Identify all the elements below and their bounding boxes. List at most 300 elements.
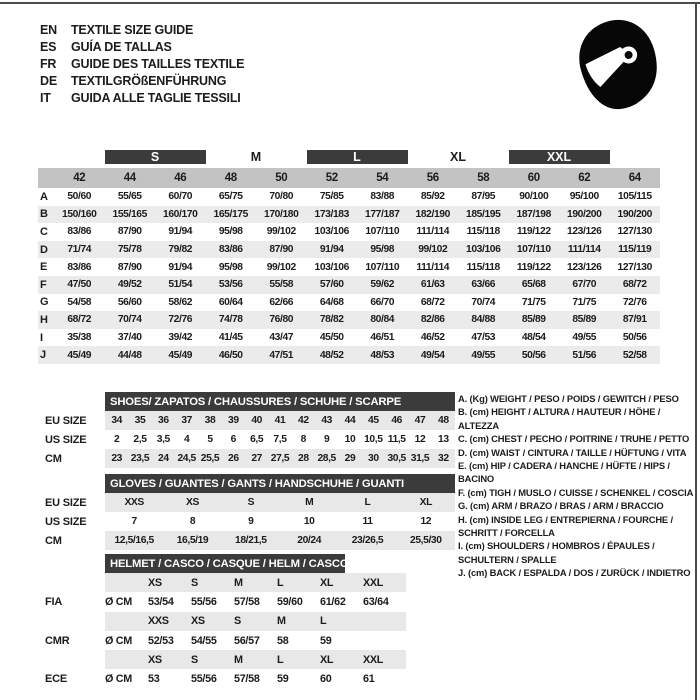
size-value: 47: [414, 415, 426, 426]
helmet-size-value: 57/58: [234, 595, 260, 608]
helmet-size-label: XS: [191, 615, 205, 628]
legend-item: G. (cm) ARM / BRAZO / BRAS / ARM / BRACCIO: [458, 500, 664, 512]
helmet-size-value: 58: [277, 634, 289, 647]
size-value: 30,5: [387, 453, 406, 464]
size-value: 37/40: [117, 332, 142, 344]
size-value: 4: [184, 434, 190, 445]
measurement-row-d: [38, 241, 660, 259]
size-value: 41/45: [218, 332, 243, 344]
size-value: 3,5: [156, 434, 170, 445]
language-code: ES: [40, 39, 57, 54]
row-values: [105, 512, 455, 531]
size-value: 75/78: [117, 244, 142, 256]
size-value: 46/50: [218, 349, 243, 361]
size-header: 56: [426, 172, 439, 184]
helmet-size-label: L: [277, 576, 284, 589]
helmet-size-value: 55/56: [191, 673, 217, 686]
size-value: 27,5: [270, 453, 290, 464]
size-value: 45/50: [319, 332, 344, 344]
size-header: 48: [224, 172, 237, 184]
row-values: [105, 493, 455, 512]
size-value: 28,5: [317, 453, 336, 464]
size-value: 87/95: [471, 191, 496, 203]
size-value: 8: [300, 434, 306, 445]
size-value: 50/60: [67, 191, 92, 203]
size-value: 65/75: [218, 191, 243, 203]
diameter-unit: Ø CM: [105, 634, 132, 647]
row-label: US SIZE: [45, 515, 87, 528]
helmet-sizes-band: [105, 573, 406, 592]
size-value: 111/114: [416, 226, 450, 238]
size-value: 190/200: [567, 208, 602, 220]
size-header: 52: [325, 172, 338, 184]
size-value: 85/89: [572, 314, 597, 326]
helmet-size-label: L: [277, 653, 284, 666]
size-value: 123/126: [567, 261, 602, 273]
size-value: 6,5: [250, 434, 264, 445]
size-value: 66/70: [370, 296, 395, 308]
row-spacer: [45, 650, 105, 669]
helmet-sizes-band: [105, 650, 406, 669]
size-value: 95/98: [218, 261, 243, 273]
size-value: 127/130: [617, 226, 652, 238]
section-row: [45, 512, 455, 531]
helmet-size-value: 59/60: [277, 595, 303, 608]
language-title-list: [40, 21, 244, 107]
size-value: 52/58: [622, 349, 647, 361]
language-row: [40, 55, 244, 72]
numeric-sizes-row: [38, 168, 660, 188]
gloves-rows: [45, 493, 455, 550]
size-value: 51/54: [168, 279, 193, 291]
size-value: 107/110: [365, 226, 400, 238]
size-value: 45/49: [67, 349, 92, 361]
size-value: 23: [111, 453, 122, 464]
size-value: 68/72: [420, 296, 445, 308]
helmet-size-label: S: [234, 615, 241, 628]
language-code: EN: [40, 22, 57, 37]
size-value: 51/56: [572, 349, 597, 361]
helmet-section-title: HELMET / CASCO / CASQUE / HELM / CASCO: [105, 554, 345, 573]
shoes-section: [45, 392, 455, 468]
size-value: 48: [438, 415, 449, 426]
size-header: 62: [578, 172, 591, 184]
size-value: 71/75: [521, 296, 546, 308]
measurements-legend: [458, 392, 696, 580]
size-value: 76/80: [269, 314, 294, 326]
right-border-line: [695, 2, 697, 700]
size-value: 71/74: [67, 244, 92, 256]
language-code: FR: [40, 56, 57, 71]
size-value: 78/82: [319, 314, 344, 326]
size-value: 43: [321, 415, 332, 426]
size-value: 20/24: [297, 535, 322, 546]
helmet-size-value: 52/53: [148, 634, 174, 647]
language-title: TEXTILGRÖßENFÜHRUNG: [71, 74, 227, 89]
size-value: 99/102: [266, 261, 296, 273]
size-header: 64: [628, 172, 641, 184]
row-spacer: [45, 612, 105, 631]
helmet-size-label: XL: [320, 653, 334, 666]
helmet-size-label: XS: [148, 653, 162, 666]
size-value: 70/80: [269, 191, 294, 203]
size-value: 48/53: [370, 349, 395, 361]
size-value: 71/75: [572, 296, 597, 308]
size-value: 170/180: [264, 208, 299, 220]
size-value: 99/102: [266, 226, 296, 238]
size-value: 115/118: [466, 226, 500, 238]
section-row: [45, 531, 455, 550]
size-value: 85/92: [420, 191, 445, 203]
size-value: 11,5: [387, 434, 406, 445]
size-value: 95/98: [218, 226, 243, 238]
size-value: 68/72: [67, 314, 92, 326]
row-label: EU SIZE: [45, 414, 87, 427]
row-label: J: [40, 349, 47, 362]
size-value: 90/100: [519, 191, 549, 203]
size-value: 60/70: [168, 191, 193, 203]
size-value: 13: [438, 434, 449, 445]
size-value: 83/86: [67, 261, 92, 273]
size-value: 9: [324, 434, 330, 445]
size-value: 7,5: [273, 434, 287, 445]
size-value: 45/49: [168, 349, 193, 361]
size-value: 10,5: [364, 434, 383, 445]
helmet-size-value: 61/62: [320, 595, 346, 608]
measurement-row-h: [38, 311, 660, 329]
size-value: 46/51: [370, 332, 395, 344]
textile-size-table: [38, 147, 660, 364]
size-header: 58: [477, 172, 490, 184]
legend-item: J. (cm) BACK / ESPALDA / DOS / ZURÜCK / INDIETRO: [458, 567, 691, 579]
size-value: 46/52: [420, 332, 445, 344]
measurement-row-j: [38, 346, 660, 364]
language-row: [40, 90, 244, 107]
row-label: CM: [45, 452, 62, 465]
row-label: A: [40, 190, 48, 203]
legend-item: B. (cm) HEIGHT / ALTURA / HAUTEUR / HÖHE / ALTEZZA: [458, 406, 661, 431]
size-header: 50: [275, 172, 288, 184]
section-row: [45, 411, 455, 430]
legend-item: A. (Kg) WEIGHT / PESO / POIDS / GEWITCH / PESO: [458, 393, 679, 404]
row-label: EU SIZE: [45, 496, 87, 509]
helmet-size-label: S: [191, 576, 198, 589]
size-value: 182/190: [415, 208, 450, 220]
row-label: I: [40, 331, 44, 344]
helmet-size-value: 57/58: [234, 673, 260, 686]
size-value: 63/66: [471, 279, 496, 291]
helmet-size-value: 59: [277, 673, 289, 686]
size-value: 57/60: [319, 279, 344, 291]
size-value: 29: [344, 453, 356, 464]
size-value: 87/91: [622, 314, 647, 326]
size-value: 58/62: [168, 296, 193, 308]
size-value: 49/55: [572, 332, 597, 344]
size-value: 30: [368, 453, 379, 464]
size-value: 9: [248, 516, 254, 527]
size-value: 62/66: [269, 296, 294, 308]
size-value: 12,5/16,5: [114, 535, 154, 546]
row-values: [105, 430, 455, 449]
size-value: 74/78: [218, 314, 243, 326]
size-value: 6: [230, 434, 236, 445]
size-value: L: [364, 497, 371, 508]
size-value: 72/76: [622, 296, 647, 308]
section-row: [45, 430, 455, 449]
size-value: 87/90: [117, 226, 142, 238]
size-value: 26: [228, 453, 239, 464]
size-value: 85/89: [521, 314, 546, 326]
size-value: 103/106: [314, 261, 349, 273]
language-title: GUIDE DES TAILLES TEXTILE: [71, 56, 245, 71]
size-value: 60/64: [218, 296, 243, 308]
row-label: G: [40, 296, 49, 309]
size-value: 56/60: [117, 296, 142, 308]
language-code: DE: [40, 74, 57, 89]
size-group-xxl: XXL: [509, 150, 610, 164]
size-value: 103/106: [314, 226, 349, 238]
section-row: [45, 449, 455, 468]
size-value: 165/175: [213, 208, 248, 220]
size-value: 41: [274, 415, 286, 426]
size-value: 18/21,5: [235, 535, 267, 546]
size-value: XS: [186, 497, 199, 508]
size-value: 111/114: [567, 244, 601, 256]
size-value: 103/106: [466, 244, 501, 256]
size-value: 28: [298, 453, 309, 464]
size-header: 54: [376, 172, 389, 184]
size-value: 35: [134, 415, 146, 426]
size-value: 190/200: [617, 208, 652, 220]
size-value: 25,5/30: [410, 535, 442, 546]
row-label: F: [40, 278, 47, 291]
size-value: 40: [251, 415, 262, 426]
size-value: 49/55: [471, 349, 496, 361]
size-value: 7: [131, 516, 137, 527]
size-value: 55/65: [117, 191, 142, 203]
size-value: 187/198: [516, 208, 551, 220]
size-value: 10: [344, 434, 356, 445]
size-value: 34: [111, 415, 122, 426]
size-value: 49/54: [420, 349, 445, 361]
legend-item: F. (cm) TIGH / MUSLO / CUISSE / SCHENKEL / COSCIA: [458, 486, 694, 498]
size-value: 75/85: [319, 191, 344, 203]
size-value: 46: [391, 415, 402, 426]
size-value: 83/86: [67, 226, 92, 238]
helmet-size-value: 53: [148, 673, 160, 686]
language-row: [40, 38, 244, 55]
language-row: [40, 21, 244, 38]
size-value: 35/38: [67, 332, 92, 344]
size-value: 111/114: [416, 261, 450, 273]
row-values: [105, 411, 455, 430]
size-value: 24,5: [177, 453, 196, 464]
helmet-value-row: [45, 592, 406, 611]
section-row: [45, 493, 455, 512]
size-value: 91/94: [168, 226, 193, 238]
size-value: 185/195: [466, 208, 501, 220]
measurement-row-c: [38, 223, 660, 241]
size-value: 87/90: [117, 261, 142, 273]
helmet-values-band: [105, 669, 406, 688]
size-value: 107/110: [516, 244, 551, 256]
language-code: IT: [40, 91, 51, 106]
size-value: 44: [344, 415, 356, 426]
helmet-size-label: S: [191, 653, 198, 666]
language-title: GUIDA ALLE TAGLIE TESSILI: [71, 91, 241, 106]
helmet-size-row: [45, 612, 406, 631]
size-value: 36: [158, 415, 169, 426]
helmet-sizes-band: [105, 612, 406, 631]
size-value: 2,5: [133, 434, 147, 445]
helmet-size-value: 63/64: [363, 595, 389, 608]
helmet-size-row: [45, 573, 406, 592]
row-label: D: [40, 243, 48, 256]
legend-item: C. (cm) CHEST / PECHO / POITRINE / TRUHE / PETTO: [458, 433, 690, 445]
measurement-row-g: [38, 294, 660, 312]
size-group-row: [38, 147, 660, 167]
helmet-size-value: 60: [320, 673, 332, 686]
helmet-values-band: [105, 631, 406, 650]
size-group-xl: XL: [450, 150, 466, 164]
language-title: GUÍA DE TALLAS: [71, 39, 172, 54]
size-group-s: S: [105, 150, 206, 164]
shoes-section-title: SHOES/ ZAPATOS / CHAUSSURES / SCHUHE / SCARPE: [105, 392, 455, 411]
size-value: 47/53: [471, 332, 496, 344]
language-row: [40, 73, 244, 90]
size-value: 82/86: [420, 314, 445, 326]
helmet-size-row: [45, 650, 406, 669]
size-header: 46: [174, 172, 187, 184]
size-value: 115/119: [618, 244, 652, 256]
size-value: 25,5: [200, 453, 220, 464]
size-value: 12: [414, 434, 426, 445]
helmet-size-value: 61: [363, 673, 375, 686]
size-value: XXS: [124, 497, 144, 508]
row-label: CM: [45, 534, 62, 547]
size-value: 48/52: [319, 349, 344, 361]
helmet-rows: [45, 573, 406, 689]
helmet-section: [45, 554, 406, 689]
size-value: 95/98: [370, 244, 395, 256]
helmet-size-label: XXL: [363, 653, 384, 666]
row-spacer: [45, 573, 105, 592]
size-value: 39/42: [168, 332, 193, 344]
size-value: 42: [298, 415, 309, 426]
helmet-size-value: 56/57: [234, 634, 260, 647]
helmet-value-row: [45, 631, 406, 650]
legend-item: D. (cm) WAIST / CINTURA / TAILLE / HÜFTUNG / VITA: [458, 446, 687, 458]
size-value: 150/160: [62, 208, 97, 220]
size-value: 32: [438, 453, 449, 464]
size-value: 5: [207, 434, 213, 445]
helmet-size-label: M: [277, 615, 286, 628]
size-value: 23/26,5: [351, 535, 384, 546]
helmet-icon: [572, 13, 666, 117]
legend-item: I. (cm) SHOULDERS / HOMBROS / ÉPAULES / SCHULTERN / SPALLE: [458, 540, 655, 565]
helmet-value-row: [45, 669, 406, 688]
size-value: 31,5: [410, 453, 430, 464]
size-value: 8: [189, 516, 196, 527]
row-label: US SIZE: [45, 433, 87, 446]
size-group-l: L: [307, 150, 408, 164]
helmet-size-label: XXS: [148, 615, 169, 628]
size-header: 44: [123, 172, 136, 184]
size-value: 70/74: [471, 296, 496, 308]
size-value: 87/90: [269, 244, 294, 256]
size-value: 115/118: [466, 261, 500, 273]
size-value: 24: [158, 453, 169, 464]
measurement-row-i: [38, 329, 660, 347]
helmet-size-label: L: [320, 615, 327, 628]
size-value: 39: [228, 415, 239, 426]
row-label: B: [40, 208, 48, 221]
size-value: 95/100: [569, 191, 599, 203]
language-title: TEXTILE SIZE GUIDE: [71, 22, 194, 37]
shoes-rows: [45, 411, 455, 468]
size-value: 11: [362, 516, 373, 527]
size-value: 10: [303, 516, 315, 527]
size-value: 91/94: [319, 244, 344, 256]
size-value: 47/51: [269, 349, 294, 361]
size-value: S: [247, 497, 255, 508]
standard-name: FIA: [45, 595, 63, 608]
helmet-size-label: M: [234, 576, 243, 589]
gloves-section-title: GLOVES / GUANTES / GANTS / HANDSCHUHE / GUANTI: [105, 474, 455, 493]
size-value: 59/62: [370, 279, 395, 291]
size-value: 123/126: [567, 226, 602, 238]
size-value: 16,5/19: [176, 535, 209, 546]
size-value: 70/74: [117, 314, 142, 326]
size-value: 65/68: [521, 279, 546, 291]
helmet-size-label: XL: [320, 576, 334, 589]
size-value: 50/56: [521, 349, 546, 361]
size-value: 91/94: [168, 261, 193, 273]
size-value: 55/58: [269, 279, 294, 291]
row-values: [105, 531, 455, 550]
size-value: 27: [251, 453, 262, 464]
size-value: 48/54: [521, 332, 546, 344]
standard-name: CMR: [45, 634, 70, 647]
helmet-size-value: 53/54: [148, 595, 174, 608]
helmet-size-label: XXL: [363, 576, 384, 589]
diameter-unit: Ø CM: [105, 595, 132, 608]
legend-item: E. (cm) HIP / CADERA / HANCHE / HÜFTE / HIPS / BACINO: [458, 460, 670, 485]
size-value: 38: [204, 415, 216, 426]
size-value: 12: [420, 516, 432, 527]
size-value: 54/58: [67, 296, 92, 308]
size-value: 67/70: [572, 279, 597, 291]
size-value: 37: [181, 415, 192, 426]
size-value: 107/110: [365, 261, 400, 273]
legend-item: H. (cm) INSIDE LEG / ENTREPIERNA / FOURCHE / SCHRITT / FORCELLA: [458, 513, 673, 539]
measurement-row-b: [38, 206, 660, 224]
size-value: 99/102: [418, 244, 448, 256]
measurement-row-e: [38, 258, 660, 276]
size-value: 84/88: [471, 314, 496, 326]
standard-name: ECE: [45, 673, 68, 686]
size-value: 105/115: [617, 191, 652, 203]
measurement-row-a: [38, 188, 660, 206]
helmet-size-label: XS: [148, 576, 162, 589]
measurement-row-f: [38, 276, 660, 294]
size-value: 45: [368, 415, 379, 426]
row-values: [105, 449, 455, 468]
size-value: 50/56: [622, 332, 647, 344]
size-value: 173/183: [314, 208, 349, 220]
row-label: H: [40, 313, 48, 326]
size-value: 53/56: [218, 279, 243, 291]
